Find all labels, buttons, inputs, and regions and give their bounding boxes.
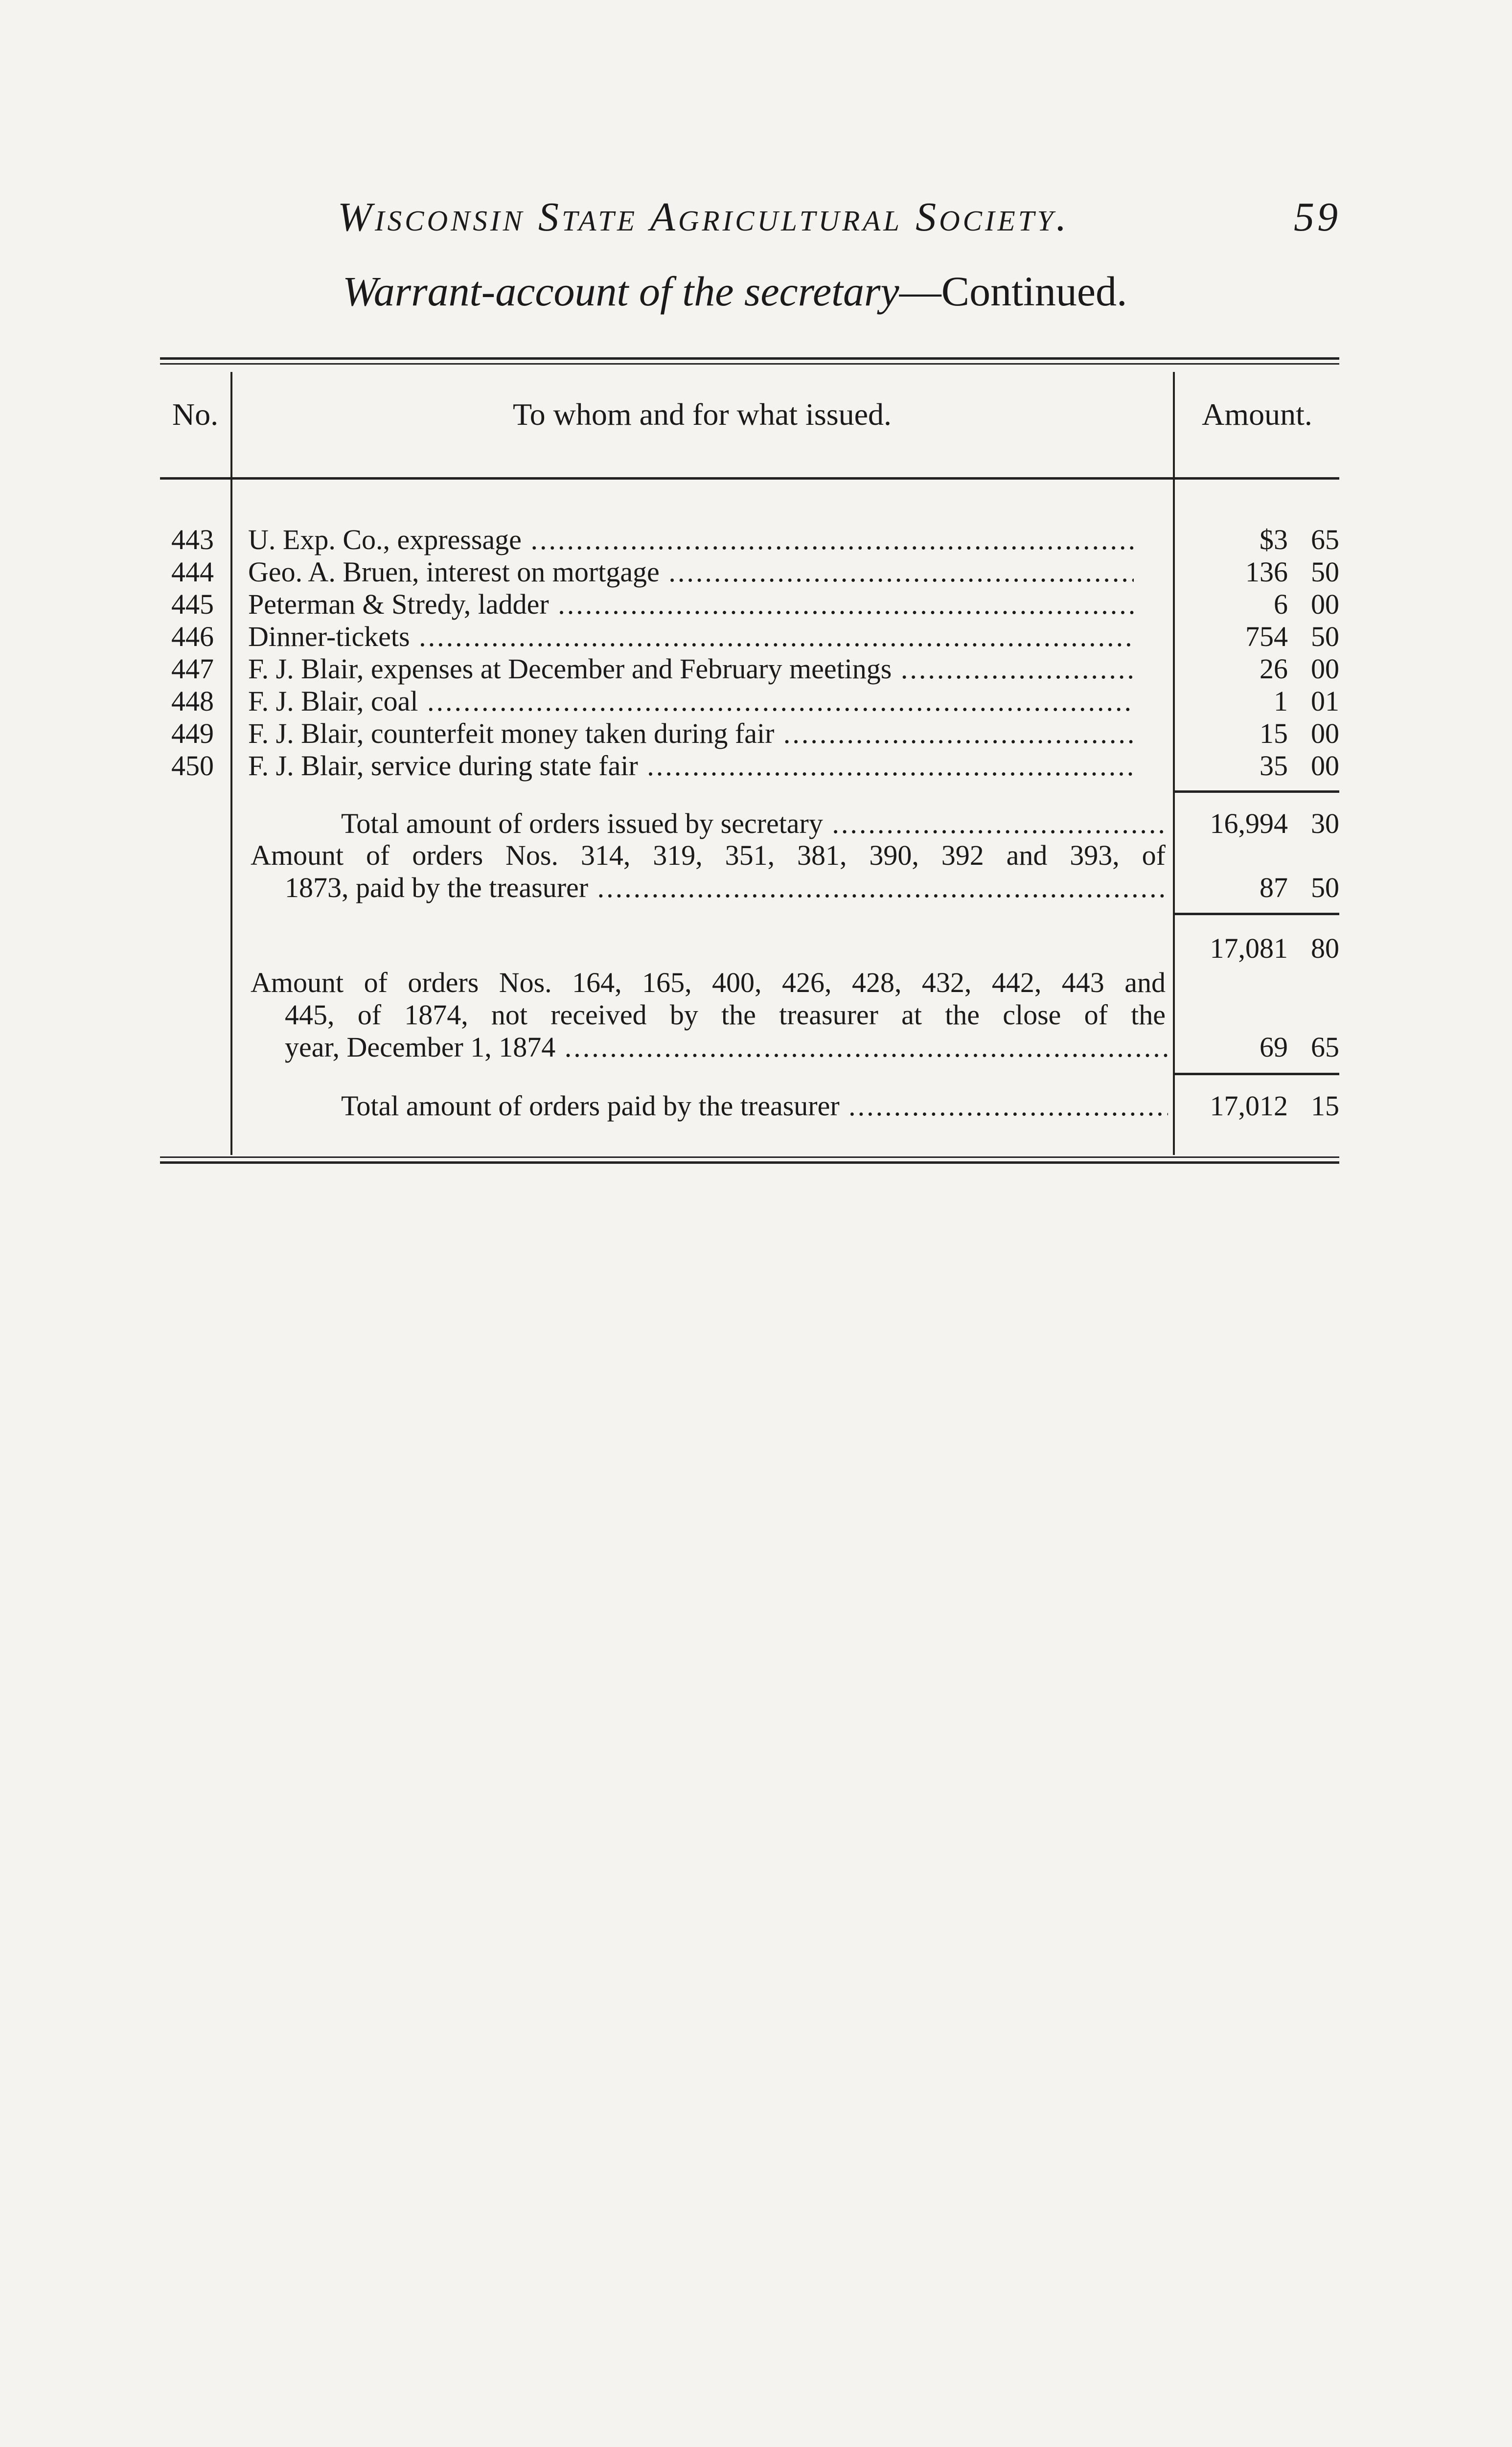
order-description: Geo. A. Bruen, interest on mortgage ..... <box>248 556 1134 588</box>
total-paid-row <box>160 1090 1339 1122</box>
header-description: To whom and for what issued. <box>512 397 892 432</box>
dollars: 35 <box>1260 750 1288 782</box>
table-title-italic: Warrant-account of the secretary <box>343 268 899 315</box>
cents: 80 <box>1311 932 1339 964</box>
subtotal-rule <box>1175 790 1339 793</box>
page-number: 59 <box>1294 194 1341 240</box>
running-head <box>338 193 1341 247</box>
header-no: No. <box>172 397 219 432</box>
warrant-table <box>160 357 1339 1165</box>
dollars: 136 <box>1245 556 1288 588</box>
table-row <box>160 524 1339 556</box>
dollars: 69 <box>1260 1031 1288 1063</box>
orders-1874-row <box>160 1031 1339 1063</box>
dollars: $3 <box>1260 524 1288 555</box>
total-issued-row <box>160 808 1339 840</box>
order-number: 447 <box>171 653 214 685</box>
order-description: F. J. Blair, counterfeit money taken during fair ..... <box>248 717 1134 750</box>
order-number: 446 <box>171 621 214 652</box>
dollars: 16,994 <box>1210 808 1288 839</box>
orders-1873-line2: 1873, paid by the treasurer ..... <box>285 872 1168 904</box>
dollars: 26 <box>1260 653 1288 685</box>
table-row <box>160 588 1339 621</box>
order-description: Peterman & Stredy, ladder ..... <box>248 588 1134 621</box>
order-number: 445 <box>171 588 214 620</box>
dollars: 17,012 <box>1210 1090 1288 1122</box>
cents: 50 <box>1311 872 1339 903</box>
orders-1873-line1: Amount of orders Nos. 314, 319, 351, 381, 390, 392 and 393, of <box>251 839 1166 871</box>
total-paid-label: Total amount of orders paid by the treasurer ..... <box>341 1090 1168 1122</box>
order-number: 448 <box>171 685 214 717</box>
cents: 65 <box>1311 524 1339 555</box>
cents: 50 <box>1311 556 1339 588</box>
cents: 15 <box>1311 1090 1339 1122</box>
orders-1874-line3: year, December 1, 1874 ..... <box>285 1031 1168 1063</box>
dollars: 6 <box>1274 588 1288 620</box>
header-rule <box>160 477 1339 480</box>
order-description: F. J. Blair, service during state fair ..... <box>248 750 1134 782</box>
cents: 00 <box>1311 750 1339 782</box>
dollars: 87 <box>1260 872 1288 903</box>
dollars: 15 <box>1260 717 1288 749</box>
order-description: U. Exp. Co., expressage ..... <box>248 524 1134 556</box>
header-amount: Amount. <box>1202 397 1312 432</box>
orders-1873-row <box>160 872 1339 904</box>
total-rule <box>1175 1073 1339 1075</box>
top-rule-thin <box>160 363 1339 365</box>
order-number: 444 <box>171 556 214 588</box>
dollars: 1 <box>1274 685 1288 717</box>
table-row <box>160 717 1339 750</box>
bottom-rule-thin <box>160 1156 1339 1158</box>
running-title: Wisconsin State Agricultural Society. <box>338 194 1070 240</box>
cents: 00 <box>1311 588 1339 620</box>
table-row <box>160 750 1339 782</box>
table-row <box>160 556 1339 588</box>
cents: 00 <box>1311 653 1339 685</box>
subtotal-rule-2 <box>1175 913 1339 915</box>
table-title-continued: —Continued. <box>899 268 1127 315</box>
cents: 01 <box>1311 685 1339 717</box>
order-number: 443 <box>171 524 214 555</box>
table-row <box>160 653 1339 685</box>
table-row <box>160 621 1339 653</box>
bottom-rule <box>160 1161 1339 1164</box>
cents: 65 <box>1311 1031 1339 1063</box>
order-description: F. J. Blair, expenses at December and February meetings ..... <box>248 653 1134 685</box>
order-number: 449 <box>171 717 214 749</box>
orders-1874-line2: 445, of 1874, not received by the treasurer at the close of the <box>285 999 1166 1031</box>
order-description: Dinner-tickets ..... <box>248 621 1134 653</box>
cents: 50 <box>1311 621 1339 652</box>
table-title <box>343 267 1272 316</box>
table-row <box>160 685 1339 717</box>
orders-1874-line1: Amount of orders Nos. 164, 165, 400, 426, 428, 432, 442, 443 and <box>251 967 1166 998</box>
cents: 30 <box>1311 808 1339 839</box>
order-number: 450 <box>171 750 214 782</box>
top-rule <box>160 357 1339 360</box>
dollars: 17,081 <box>1210 932 1288 964</box>
dollars: 754 <box>1245 621 1288 652</box>
total-issued-label: Total amount of orders issued by secretary ..... <box>341 808 1168 840</box>
order-description: F. J. Blair, coal ..... <box>248 685 1134 717</box>
cents: 00 <box>1311 717 1339 749</box>
subtotal-row <box>160 932 1339 965</box>
